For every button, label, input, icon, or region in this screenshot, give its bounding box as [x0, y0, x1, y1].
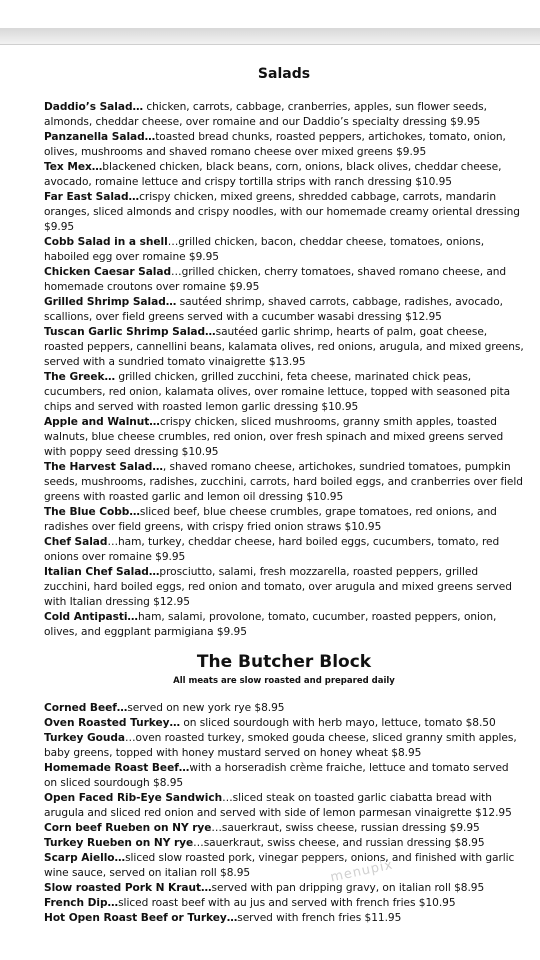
salad-item-name: The Harvest Salad…	[44, 461, 163, 473]
salad-item-description: sliced beef, blue cheese crumbles, grape tomatoes, red onions, and radishes over field greens, with crispy fried onion straws $10.95	[44, 506, 497, 533]
butcher-item-name: Slow roasted Pork N Kraut…	[44, 882, 212, 894]
butcher-item-name: French Dip…	[44, 897, 119, 909]
salad-item-description: blackened chicken, black beans, corn, onions, black olives, cheddar cheese, avocado, romaine lettuce and crispy tortilla strips with ranch dressing $10.95	[44, 161, 502, 188]
salad-item	[44, 370, 524, 415]
salad-item-description: toasted bread chunks, roasted peppers, artichokes, tomato, onion, olives, mushrooms and shaved romano cheese over mixed greens $9.95	[44, 131, 506, 158]
salad-item-name: Apple and Walnut…	[44, 416, 160, 428]
watermark-logo: menupix	[329, 857, 395, 886]
butcher-item	[44, 761, 524, 791]
butcher-item-name: Homemade Roast Beef…	[44, 762, 190, 774]
butcher-item	[44, 851, 524, 881]
butcher-item-description: sliced slow roasted pork, vinegar peppers, onions, and finished with garlic wine sauce, served on italian roll $8.95	[44, 852, 515, 879]
salad-item-description: ham, salami, provolone, tomato, cucumber, roasted peppers, onion, olives, and eggplant parmigiana $9.95	[44, 611, 497, 638]
butcher-item-description: …sliced steak on toasted garlic ciabatta bread with arugula and sliced red onion and served with side of lemon parmesan vinaigrette $12.95	[44, 792, 512, 819]
top-bar	[0, 28, 540, 45]
butcher-item	[44, 716, 524, 731]
butcher-item	[44, 911, 524, 926]
butcher-item-description: served with pan dripping gravy, on italian roll $8.95	[211, 882, 485, 894]
butcher-item-description: …oven roasted turkey, smoked gouda cheese, sliced granny smith apples, baby greens, topped with honey mustard served on honey wheat $8.95	[44, 732, 517, 759]
butcher-item-description: served with french fries $11.95	[237, 912, 402, 924]
butcher-item	[44, 731, 524, 761]
salad-item	[44, 235, 524, 265]
salad-item-name: Far East Salad…	[44, 191, 140, 203]
salad-item	[44, 325, 524, 370]
salad-item-description: grilled chicken, grilled zucchini, feta cheese, marinated chick peas, cucumbers, red onion, kalamata olives, over romaine lettuce, topped with seasoned pita chips and served with roasted lemon garlic dressing $10.95	[44, 371, 511, 413]
butcher-item-description: …sauerkraut, swiss cheese, russian dressing $9.95	[211, 822, 480, 834]
butcher-item-name: Corned Beef…	[44, 702, 128, 714]
salad-item-name: Tuscan Garlic Shrimp Salad…	[44, 326, 216, 338]
butcher-item-description: …sauerkraut, swiss cheese, and russian dressing $8.95	[193, 837, 485, 849]
salad-item-description: …grilled chicken, cherry tomatoes, shaved romano cheese, and homemade croutons over romaine $9.95	[44, 266, 507, 293]
salad-item-name: Grilled Shrimp Salad…	[44, 296, 177, 308]
salads-list	[44, 100, 524, 640]
salad-item	[44, 190, 524, 235]
salad-item	[44, 535, 524, 565]
salad-item-name: Chicken Caesar Salad	[44, 266, 172, 278]
salad-item-name: Italian Chef Salad…	[44, 566, 160, 578]
salad-item-description: sautéed shrimp, shaved carrots, cabbage, radishes, avocado, scallions, over field greens served with a cucumber wasabi dressing $12.95	[44, 296, 503, 323]
butcher-item-name: Corn beef Rueben on NY rye	[44, 822, 212, 834]
salad-item-description: crispy chicken, sliced mushrooms, granny smith apples, toasted walnuts, blue cheese crumbles, red onion, over fresh spinach and mixed greens served with poppy seed dressing $10.95	[44, 416, 504, 458]
butcher-item-name: Turkey Gouda	[44, 732, 126, 744]
salad-item	[44, 160, 524, 190]
butcher-item	[44, 881, 524, 896]
butcher-item	[44, 701, 524, 716]
butcher-item-name: Scarp Aiello…	[44, 852, 126, 864]
salad-item-description: sautéed garlic shrimp, hearts of palm, goat cheese, roasted peppers, cannellini beans, kalamata olives, red onions, arugula, and mixed greens, served with a sundried tomato vinaigrette $13.95	[44, 326, 524, 368]
butcher-item-description: sliced roast beef with au jus and served with french fries $10.95	[118, 897, 456, 909]
menu-page	[44, 64, 524, 926]
butcher-item-name: Oven Roasted Turkey…	[44, 717, 181, 729]
butcher-item-description: with a horseradish crème fraiche, lettuce and tomato served on sliced sourdough $8.95	[44, 762, 509, 789]
butcher-item-description: on sliced sourdough with herb mayo, lettuce, tomato $8.50	[180, 717, 496, 729]
salad-item-name: Cold Antipasti…	[44, 611, 138, 623]
salad-item	[44, 265, 524, 295]
salad-item	[44, 100, 524, 130]
salads-heading: Salads	[257, 66, 311, 82]
salad-item-description: chicken, carrots, cabbage, cranberries, apples, sun flower seeds, almonds, cheddar cheese, over romaine and our Daddio’s specialty dressing $9.95	[44, 101, 487, 128]
salad-item-description: , shaved romano cheese, artichokes, sundried tomatoes, pumpkin seeds, mushrooms, radishes, zucchini, carrots, hard boiled eggs, and cranberries over field greens with roasted garlic and lemon oil dressing $10.95	[44, 461, 523, 503]
salad-item-description: prosciutto, salami, fresh mozzarella, roasted peppers, grilled zucchini, hard boiled eggs, red onion and tomato, over arugula and mixed greens served with Italian dressing $12.95	[44, 566, 512, 608]
butcher-block-list	[44, 701, 524, 926]
salad-item-name: Panzanella Salad…	[44, 131, 156, 143]
butcher-item	[44, 821, 524, 836]
butcher-block-subtitle: All meats are slow roasted and prepared daily	[173, 676, 395, 686]
salad-item	[44, 565, 524, 610]
salad-item-name: Cobb Salad in a shell	[44, 236, 168, 248]
salad-item-description: crispy chicken, mixed greens, shredded cabbage, carrots, mandarin oranges, sliced almonds and crispy noodles, with our homemade creamy oriental dressing $9.95	[44, 191, 520, 233]
salad-item-name: Daddio’s Salad…	[44, 101, 144, 113]
salad-item	[44, 460, 524, 505]
butcher-item	[44, 791, 524, 821]
salad-item	[44, 130, 524, 160]
salad-item	[44, 505, 524, 535]
butcher-item-name: Open Faced Rib-Eye Sandwich	[44, 792, 223, 804]
salad-item-description: …ham, turkey, cheddar cheese, hard boiled eggs, cucumbers, tomato, red onions over romaine $9.95	[44, 536, 500, 563]
butcher-block-heading: The Butcher Block	[196, 652, 372, 672]
butcher-item-name: Hot Open Roast Beef or Turkey…	[44, 912, 238, 924]
salad-item-name: Chef Salad	[44, 536, 108, 548]
salad-item-name: Tex Mex…	[44, 161, 103, 173]
butcher-item-name: Turkey Rueben on NY rye	[44, 837, 194, 849]
butcher-item	[44, 896, 524, 911]
salad-item	[44, 295, 524, 325]
salad-item-name: The Blue Cobb…	[44, 506, 140, 518]
salad-item	[44, 415, 524, 460]
butcher-item-description: served on new york rye $8.95	[127, 702, 285, 714]
salad-item-description: …grilled chicken, bacon, cheddar cheese, tomatoes, onions, haboiled egg over romaine $9.95	[44, 236, 485, 263]
salad-item	[44, 610, 524, 640]
butcher-item	[44, 836, 524, 851]
salad-item-name: The Greek…	[44, 371, 116, 383]
